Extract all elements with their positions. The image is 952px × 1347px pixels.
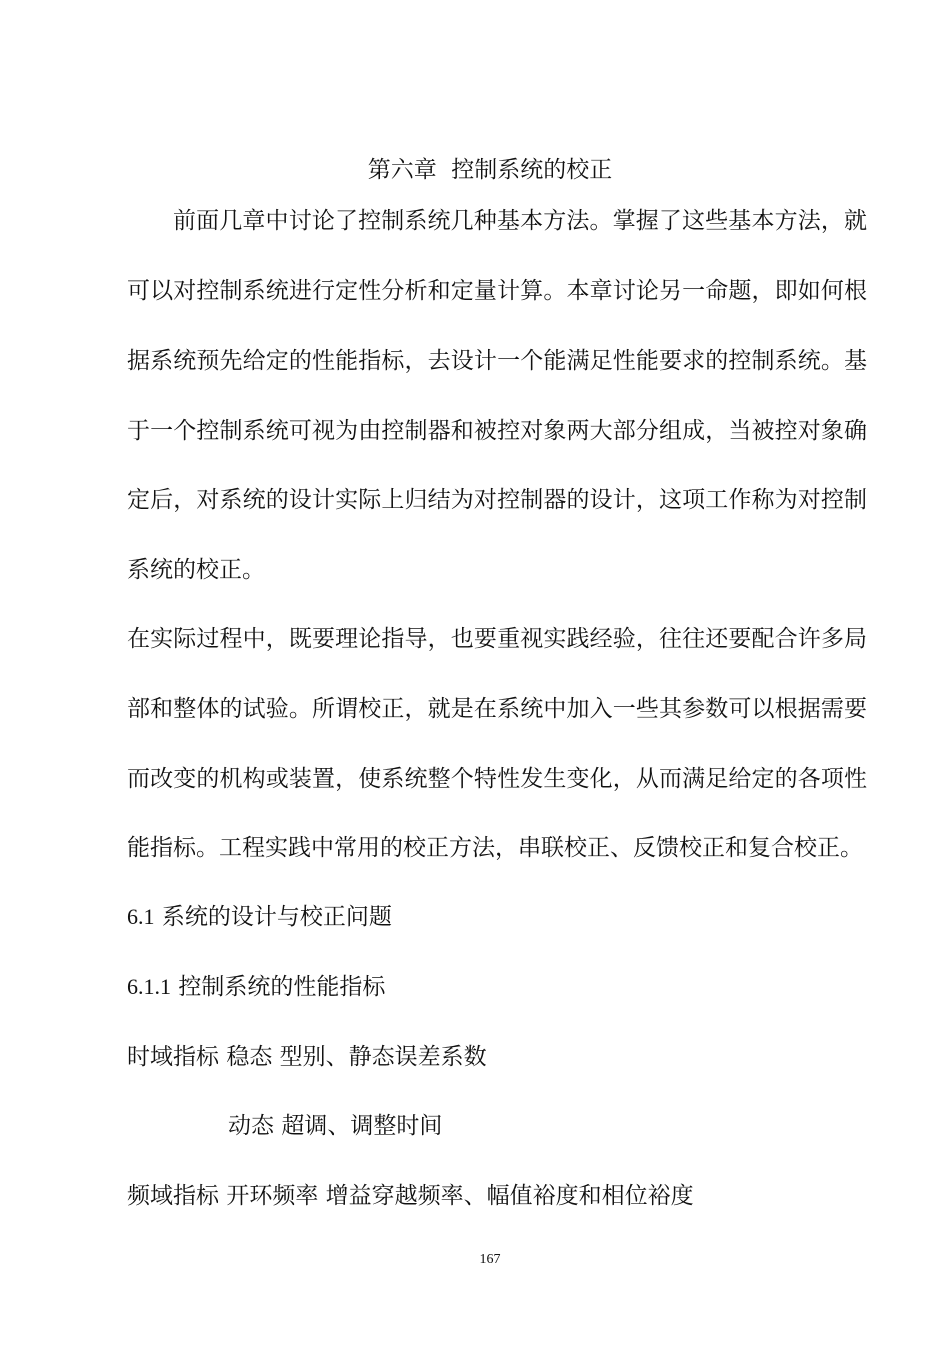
open-loop-label: 开环频率	[226, 1183, 319, 1209]
section-number: 6.1	[127, 904, 155, 929]
section-heading-6-1	[127, 902, 392, 932]
open-loop-items: 增益穿越频率、幅值裕度和相位裕度	[325, 1183, 694, 1209]
dynamic-label: 动态	[228, 1113, 274, 1139]
paragraph-line: 前面几章中讨论了控制系统几种基本方法。掌握了这些基本方法，就	[173, 208, 867, 234]
freq-domain-row	[127, 1181, 694, 1211]
time-domain-row	[127, 1042, 487, 1072]
steady-label: 稳态	[226, 1044, 273, 1070]
paragraph-line: 据系统预先给定的性能指标，去设计一个能满足性能要求的控制系统。基	[127, 348, 867, 374]
paragraph-line: 可以对控制系统进行定性分析和定量计算。本章讨论另一命题，即如何根	[127, 278, 867, 304]
paragraph-line: 部和整体的试验。所谓校正，就是在系统中加入一些其参数可以根据需要	[127, 696, 867, 722]
steady-items: 型别、静态误差系数	[279, 1044, 487, 1070]
page-number: 167	[479, 1252, 501, 1267]
section-number: 6.1.1	[127, 974, 171, 999]
section-heading-6-1-1	[127, 972, 385, 1002]
chapter-title: 第六章 控制系统的校正	[367, 157, 613, 183]
freq-domain-label: 频域指标	[127, 1183, 219, 1209]
dynamic-row	[228, 1111, 442, 1141]
time-domain-label: 时域指标	[127, 1044, 219, 1070]
section-title: 控制系统的性能指标	[178, 974, 386, 1000]
paragraph-line: 系统的校正。	[127, 557, 265, 583]
paragraph-line: 而改变的机构或装置，使系统整个特性发生变化，从而满足给定的各项性	[127, 766, 867, 792]
paragraph-line: 在实际过程中，既要理论指导，也要重视实践经验，往往还要配合许多局	[127, 626, 867, 652]
paragraph-line: 能指标。工程实践中常用的校正方法，串联校正、反馈校正和复合校正。	[127, 835, 863, 861]
paragraph-line: 定后，对系统的设计实际上归结为对控制器的设计，这项工作称为对控制	[127, 487, 867, 513]
paragraph-line: 于一个控制系统可视为由控制器和被控对象两大部分组成，当被控对象确	[127, 418, 867, 444]
section-title: 系统的设计与校正问题	[161, 904, 392, 930]
dynamic-items: 超调、调整时间	[281, 1113, 443, 1139]
